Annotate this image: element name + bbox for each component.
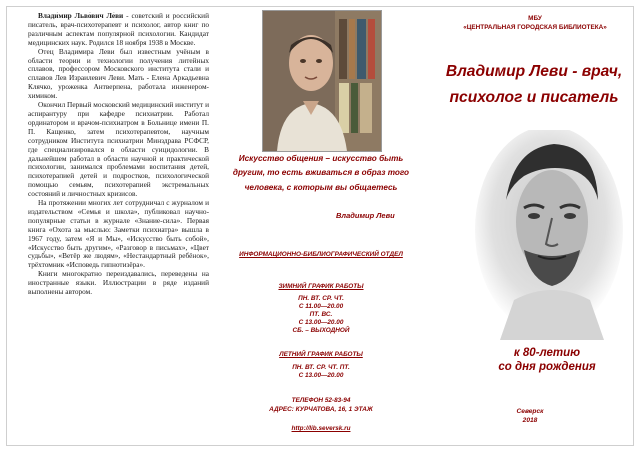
bio-paragraph-3: Окончил Первый московский медицинский институт и аспирантуру при кафедре психиатрии. Работал ординатором и врачом-психиатром в Больнице имени П. П. Кащенко, затем психотерапевтом, научным сотрудником Института психиатрии Минздрава РСФСР, где специализировался в области суицидологии. В дальнейшем работал в области научной и практической психологии, занимался проблемами воспитания детей, психотерапией детей и подростков, психологической помощью семьям, психотерапией экстремальных состояний и личностных кризисов. <box>28 100 209 199</box>
organization <box>445 15 625 32</box>
bio-name: Влади́мир Льво́вич Ле́ви <box>38 12 124 20</box>
biography-column <box>28 12 209 440</box>
author-photo <box>262 10 382 152</box>
city-year <box>500 408 560 425</box>
address: АДРЕС: КУРЧАТОВА, 16, 1 ЭТАЖ <box>269 406 373 413</box>
anniv-line-2: со дня рождения <box>498 361 596 373</box>
title-line-2: психолог и писатель <box>449 89 619 106</box>
bio-paragraph-1 <box>28 12 209 48</box>
winter-schedule-title: ЗИМНИЙ ГРАФИК РАБОТЫ <box>278 283 364 290</box>
winter-schedule-line: ПТ. ВС. <box>309 311 333 318</box>
department-heading: ИНФОРМАЦИОННО-БИБЛИОГРАФИЧЕСКИЙ ОТДЕЛ <box>239 251 403 258</box>
org-line-2: «ЦЕНТРАЛЬНАЯ ГОРОДСКАЯ БИБЛИОТЕКА» <box>463 23 607 31</box>
quote-text: Искусство общения – искусство быть другим, то есть вживаться в образ того человека, с которым вы общаетесь <box>232 154 410 192</box>
author-photo-image <box>263 11 381 151</box>
summer-schedule-line: ПН. ВТ. СР. ЧТ. ПТ. <box>292 364 350 371</box>
title-line-1: Владимир Леви - врач, <box>445 63 623 80</box>
bio-paragraph-2: Отец Владимира Леви был известным учёным в области теории и технологии получения литейных сплавов, профессором Московского института стали и сплавов Лев Израилевич Леви. Мать - Елена Аркадьевна Клячко, уроженка Антверпена, работала инженером-химиком. <box>28 46 209 101</box>
anniversary-caption <box>462 346 632 374</box>
brochure-title <box>432 59 636 111</box>
winter-schedule-line: СБ. – ВЫХОДНОЙ <box>292 327 350 334</box>
anniv-line-1: к 80-летию <box>513 347 581 359</box>
winter-schedule-line: ПН. ВТ. СР. ЧТ. <box>298 295 344 302</box>
year: 2018 <box>522 416 538 424</box>
bio-paragraph-4: На протяжении многих лет сотрудничал с журналом и издательством «Семья и школа», публиковал научно-популярные статьи в журнале «Знание-сила». Первая книга «Охота за мыслью: Заметки психиатра» вышла в 1967 году, затем «Я и Мы», «Искусство быть собой», «Искусство быть другим», «Разговор в письмах», «Цвет судьбы», «Ветёр же людям», «Нестандартный ребёнок», трёхтомник «Исповедь гипнотизёра». <box>28 198 209 270</box>
phone: ТЕЛЕФОН 52-83-94 <box>291 397 351 404</box>
winter-schedule-line: С 11.00—20.00 <box>298 303 344 310</box>
portrait-image <box>474 130 624 340</box>
org-line-1: МБУ <box>528 15 542 22</box>
portrait-drawing <box>474 130 624 340</box>
bio-intro: - советский и российский писатель, врач-психотерапевт и психолог, автор книг по различным аспектам популярной психологии. Кандидат медицинских наук. Родился 18 ноября 1938 в Москве. <box>28 12 209 47</box>
summer-schedule-line: С 13.00—20.00 <box>298 372 344 379</box>
city: Северск <box>516 408 544 415</box>
summer-schedule-title: ЛЕТНИЙ ГРАФИК РАБОТЫ <box>279 351 363 358</box>
quote-author: Владимир Леви <box>336 211 395 220</box>
winter-schedule-line: С 13.00—20.00 <box>298 319 344 326</box>
bio-paragraph-5: Книги многократно переиздавались, переведены на иностранные языки. Иллюстрации в ряде изданий выполнены автором. <box>28 269 209 297</box>
website-link[interactable]: http://lib.seversk.ru <box>291 425 351 432</box>
